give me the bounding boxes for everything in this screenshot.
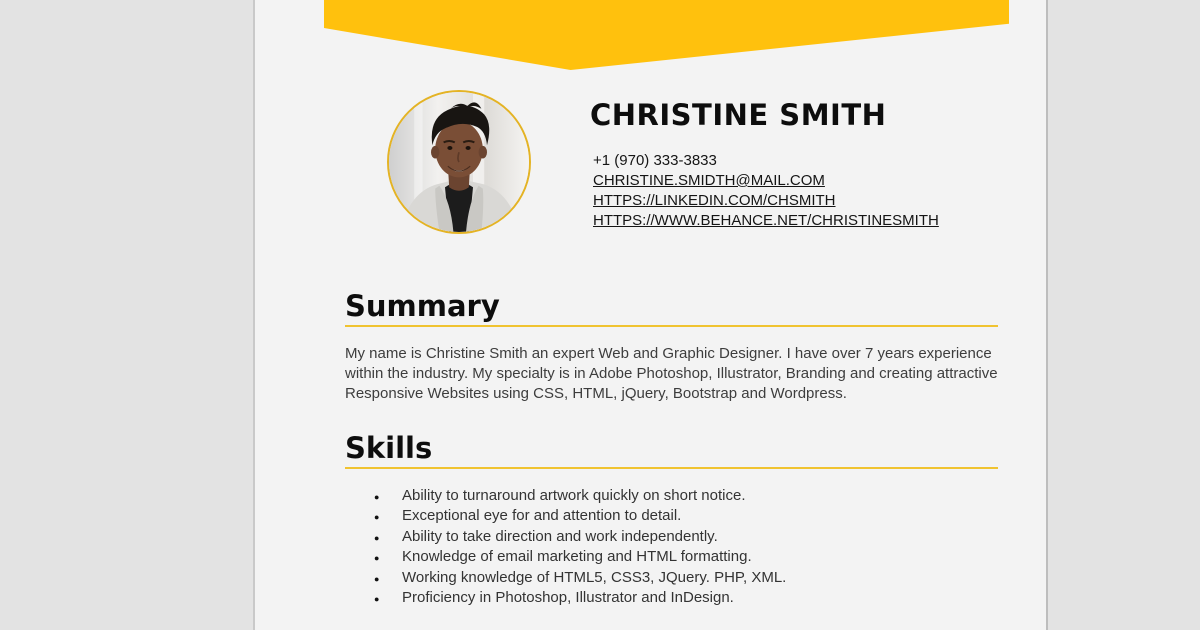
skills-divider — [345, 467, 998, 469]
skill-item: ● Ability to take direction and work independently. — [374, 527, 994, 547]
linkedin-link[interactable]: HTTPS://LINKEDIN.COM/CHSMITH — [593, 192, 836, 209]
summary-section-header — [345, 289, 998, 327]
behance-link[interactable]: HTTPS://WWW.BEHANCE.NET/CHRISTINESMITH — [593, 212, 939, 229]
skills-heading: Skills — [345, 431, 433, 465]
skills-section-header — [345, 431, 998, 469]
skills-list — [374, 486, 994, 608]
portrait-illustration — [389, 92, 529, 232]
summary-paragraph: My name is Christine Smith an expert Web and Graphic Designer. I have over 7 years experience within the industry. My specialty is in Adobe Photoshop, Illustrator, Branding and creating attractive Responsive Websites using CSS, HTML, jQuery, Bootstrap and Wordpress. — [345, 345, 998, 402]
contact-block — [593, 151, 939, 231]
page-title-name: CHRISTINE SMITH — [590, 98, 887, 132]
header-banner-ribbon — [324, 0, 1009, 70]
skill-item: ● Working knowledge of HTML5, CSS3, JQuery. PHP, XML. — [374, 568, 994, 588]
skill-item: ● Proficiency in Photoshop, Illustrator and InDesign. — [374, 588, 994, 608]
phone-number: +1 (970) 333-3833 — [593, 152, 717, 169]
summary-divider — [345, 325, 998, 327]
skill-item: ● Knowledge of email marketing and HTML formatting. — [374, 547, 994, 567]
skill-item: ● Ability to turnaround artwork quickly on short notice. — [374, 486, 994, 506]
profile-photo — [387, 90, 531, 234]
email-link[interactable]: CHRISTINE.SMIDTH@MAIL.COM — [593, 172, 825, 189]
skill-item: ● Exceptional eye for and attention to detail. — [374, 506, 994, 526]
summary-heading: Summary — [345, 289, 500, 323]
resume-page — [253, 0, 1048, 630]
